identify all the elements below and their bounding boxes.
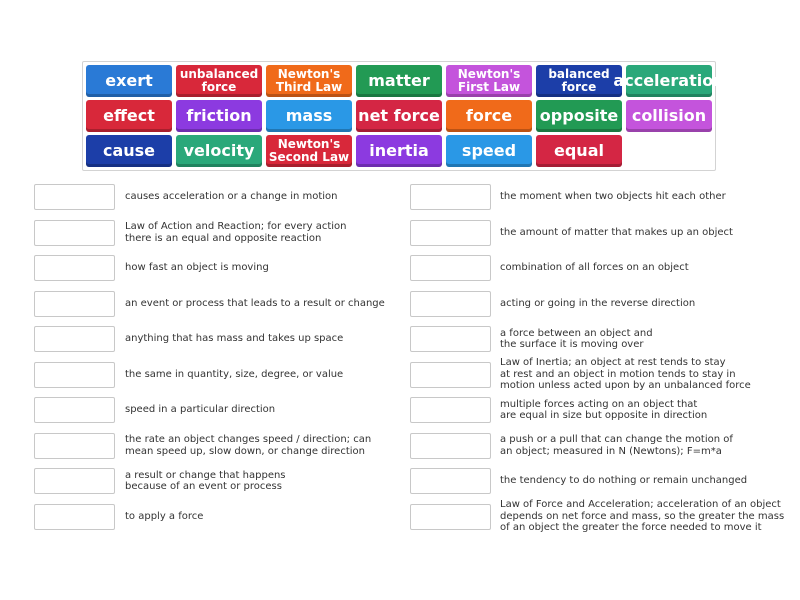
word-tile-label: speed: [461, 141, 517, 161]
word-tile-label: force: [465, 106, 513, 126]
answer-drop-slot[interactable]: [410, 397, 491, 423]
answer-drop-slot[interactable]: [410, 291, 491, 317]
answer-drop-slot[interactable]: [34, 468, 115, 494]
word-tile-label: velocity: [183, 141, 255, 161]
answer-drop-slot[interactable]: [410, 468, 491, 494]
word-tile[interactable]: [356, 135, 442, 167]
word-tile[interactable]: [266, 65, 352, 97]
definition-text: the tendency to do nothing or remain unchanged: [500, 475, 748, 487]
word-tile-label: equal: [554, 141, 604, 161]
word-tile-label: effect: [103, 106, 155, 126]
definition-text: the moment when two objects hit each other: [500, 191, 726, 203]
word-tile[interactable]: [86, 100, 172, 132]
word-tile[interactable]: [266, 100, 352, 132]
word-tile-label: matter: [368, 71, 430, 91]
answer-drop-slot[interactable]: [34, 184, 115, 210]
definition-text: an event or process that leads to a result or change: [125, 297, 385, 309]
word-tile[interactable]: [356, 65, 442, 97]
word-tile[interactable]: [446, 65, 532, 97]
answer-drop-slot[interactable]: [34, 326, 115, 352]
word-tile[interactable]: [356, 100, 442, 132]
definition-text: the rate an object changes speed / direction; can mean speed up, slow down, or change direction: [125, 434, 372, 457]
word-tile[interactable]: [176, 135, 262, 167]
definition-text: to apply a force: [125, 510, 204, 522]
word-tile-label: acceleration: [613, 71, 725, 91]
definition-text: the amount of matter that makes up an object: [500, 226, 733, 238]
word-tile[interactable]: [86, 135, 172, 167]
answer-drop-slot[interactable]: [410, 433, 491, 459]
answer-drop-slot[interactable]: [34, 504, 115, 530]
answer-drop-slot[interactable]: [34, 362, 115, 388]
answer-drop-slot[interactable]: [410, 326, 491, 352]
word-tile-label: Newton's Second Law: [268, 136, 350, 164]
word-tile-label: cause: [102, 141, 156, 161]
definition-text: a push or a pull that can change the motion of an object; measured in N (Newtons); F=m*a: [500, 434, 733, 457]
answer-drop-slot[interactable]: [410, 255, 491, 281]
word-tile[interactable]: [536, 135, 622, 167]
definition-text: a force between an object and the surface it is moving over: [500, 327, 653, 350]
word-tile[interactable]: [536, 100, 622, 132]
definition-text: the same in quantity, size, degree, or value: [125, 368, 344, 380]
definition-text: acting or going in the reverse direction: [500, 297, 696, 309]
word-tile-label: opposite: [539, 106, 619, 126]
answer-drop-slot[interactable]: [410, 362, 491, 388]
word-tile-label: inertia: [369, 141, 429, 161]
answer-drop-slot[interactable]: [34, 397, 115, 423]
definition-text: how fast an object is moving: [125, 262, 269, 274]
word-tile-label: friction: [186, 106, 252, 126]
definition-text: Law of Force and Acceleration; acceleration of an object depends on net force and mass, so the greater the mass of an object the greater the force needed to move it: [500, 499, 785, 534]
word-tile-label: unbalanced force: [179, 66, 259, 94]
word-tile[interactable]: [613, 65, 725, 97]
answer-drop-slot[interactable]: [34, 291, 115, 317]
word-tile-label: Newton's Third Law: [275, 66, 343, 94]
word-tile-label: collision: [631, 106, 707, 126]
definition-text: Law of Inertia; an object at rest tends to stay at rest and an object in motion tends to stay in motion unless acted upon by an unbalanced force: [500, 357, 751, 392]
word-tile[interactable]: [446, 100, 532, 132]
word-tile[interactable]: [536, 65, 622, 97]
definition-text: Law of Action and Reaction; for every action there is an equal and opposite reaction: [125, 221, 347, 244]
word-tile-label: balanced force: [548, 66, 610, 94]
word-tile[interactable]: [626, 100, 712, 132]
word-tile-label: net force: [358, 106, 440, 126]
definition-text: multiple forces acting on an object that are equal in size but opposite in direction: [500, 398, 708, 421]
word-tile-label: exert: [105, 71, 153, 91]
word-tile[interactable]: [176, 100, 262, 132]
definition-text: a result or change that happens because of an event or process: [125, 469, 286, 492]
answer-drop-slot[interactable]: [34, 255, 115, 281]
answer-drop-slot[interactable]: [410, 504, 491, 530]
word-tile[interactable]: [176, 65, 262, 97]
word-tile-label: mass: [285, 106, 333, 126]
answer-drop-slot[interactable]: [34, 433, 115, 459]
definition-text: combination of all forces on an object: [500, 262, 689, 274]
definition-text: causes acceleration or a change in motion: [125, 191, 338, 203]
definition-text: anything that has mass and takes up space: [125, 333, 344, 345]
answer-drop-slot[interactable]: [410, 184, 491, 210]
word-tile-label: Newton's First Law: [457, 66, 521, 94]
word-tile[interactable]: [86, 65, 172, 97]
answer-drop-slot[interactable]: [410, 220, 491, 246]
word-bank: [82, 61, 725, 171]
answer-drop-slot[interactable]: [34, 220, 115, 246]
word-tile[interactable]: [266, 135, 352, 167]
definition-text: speed in a particular direction: [125, 404, 276, 416]
word-tile[interactable]: [446, 135, 532, 167]
